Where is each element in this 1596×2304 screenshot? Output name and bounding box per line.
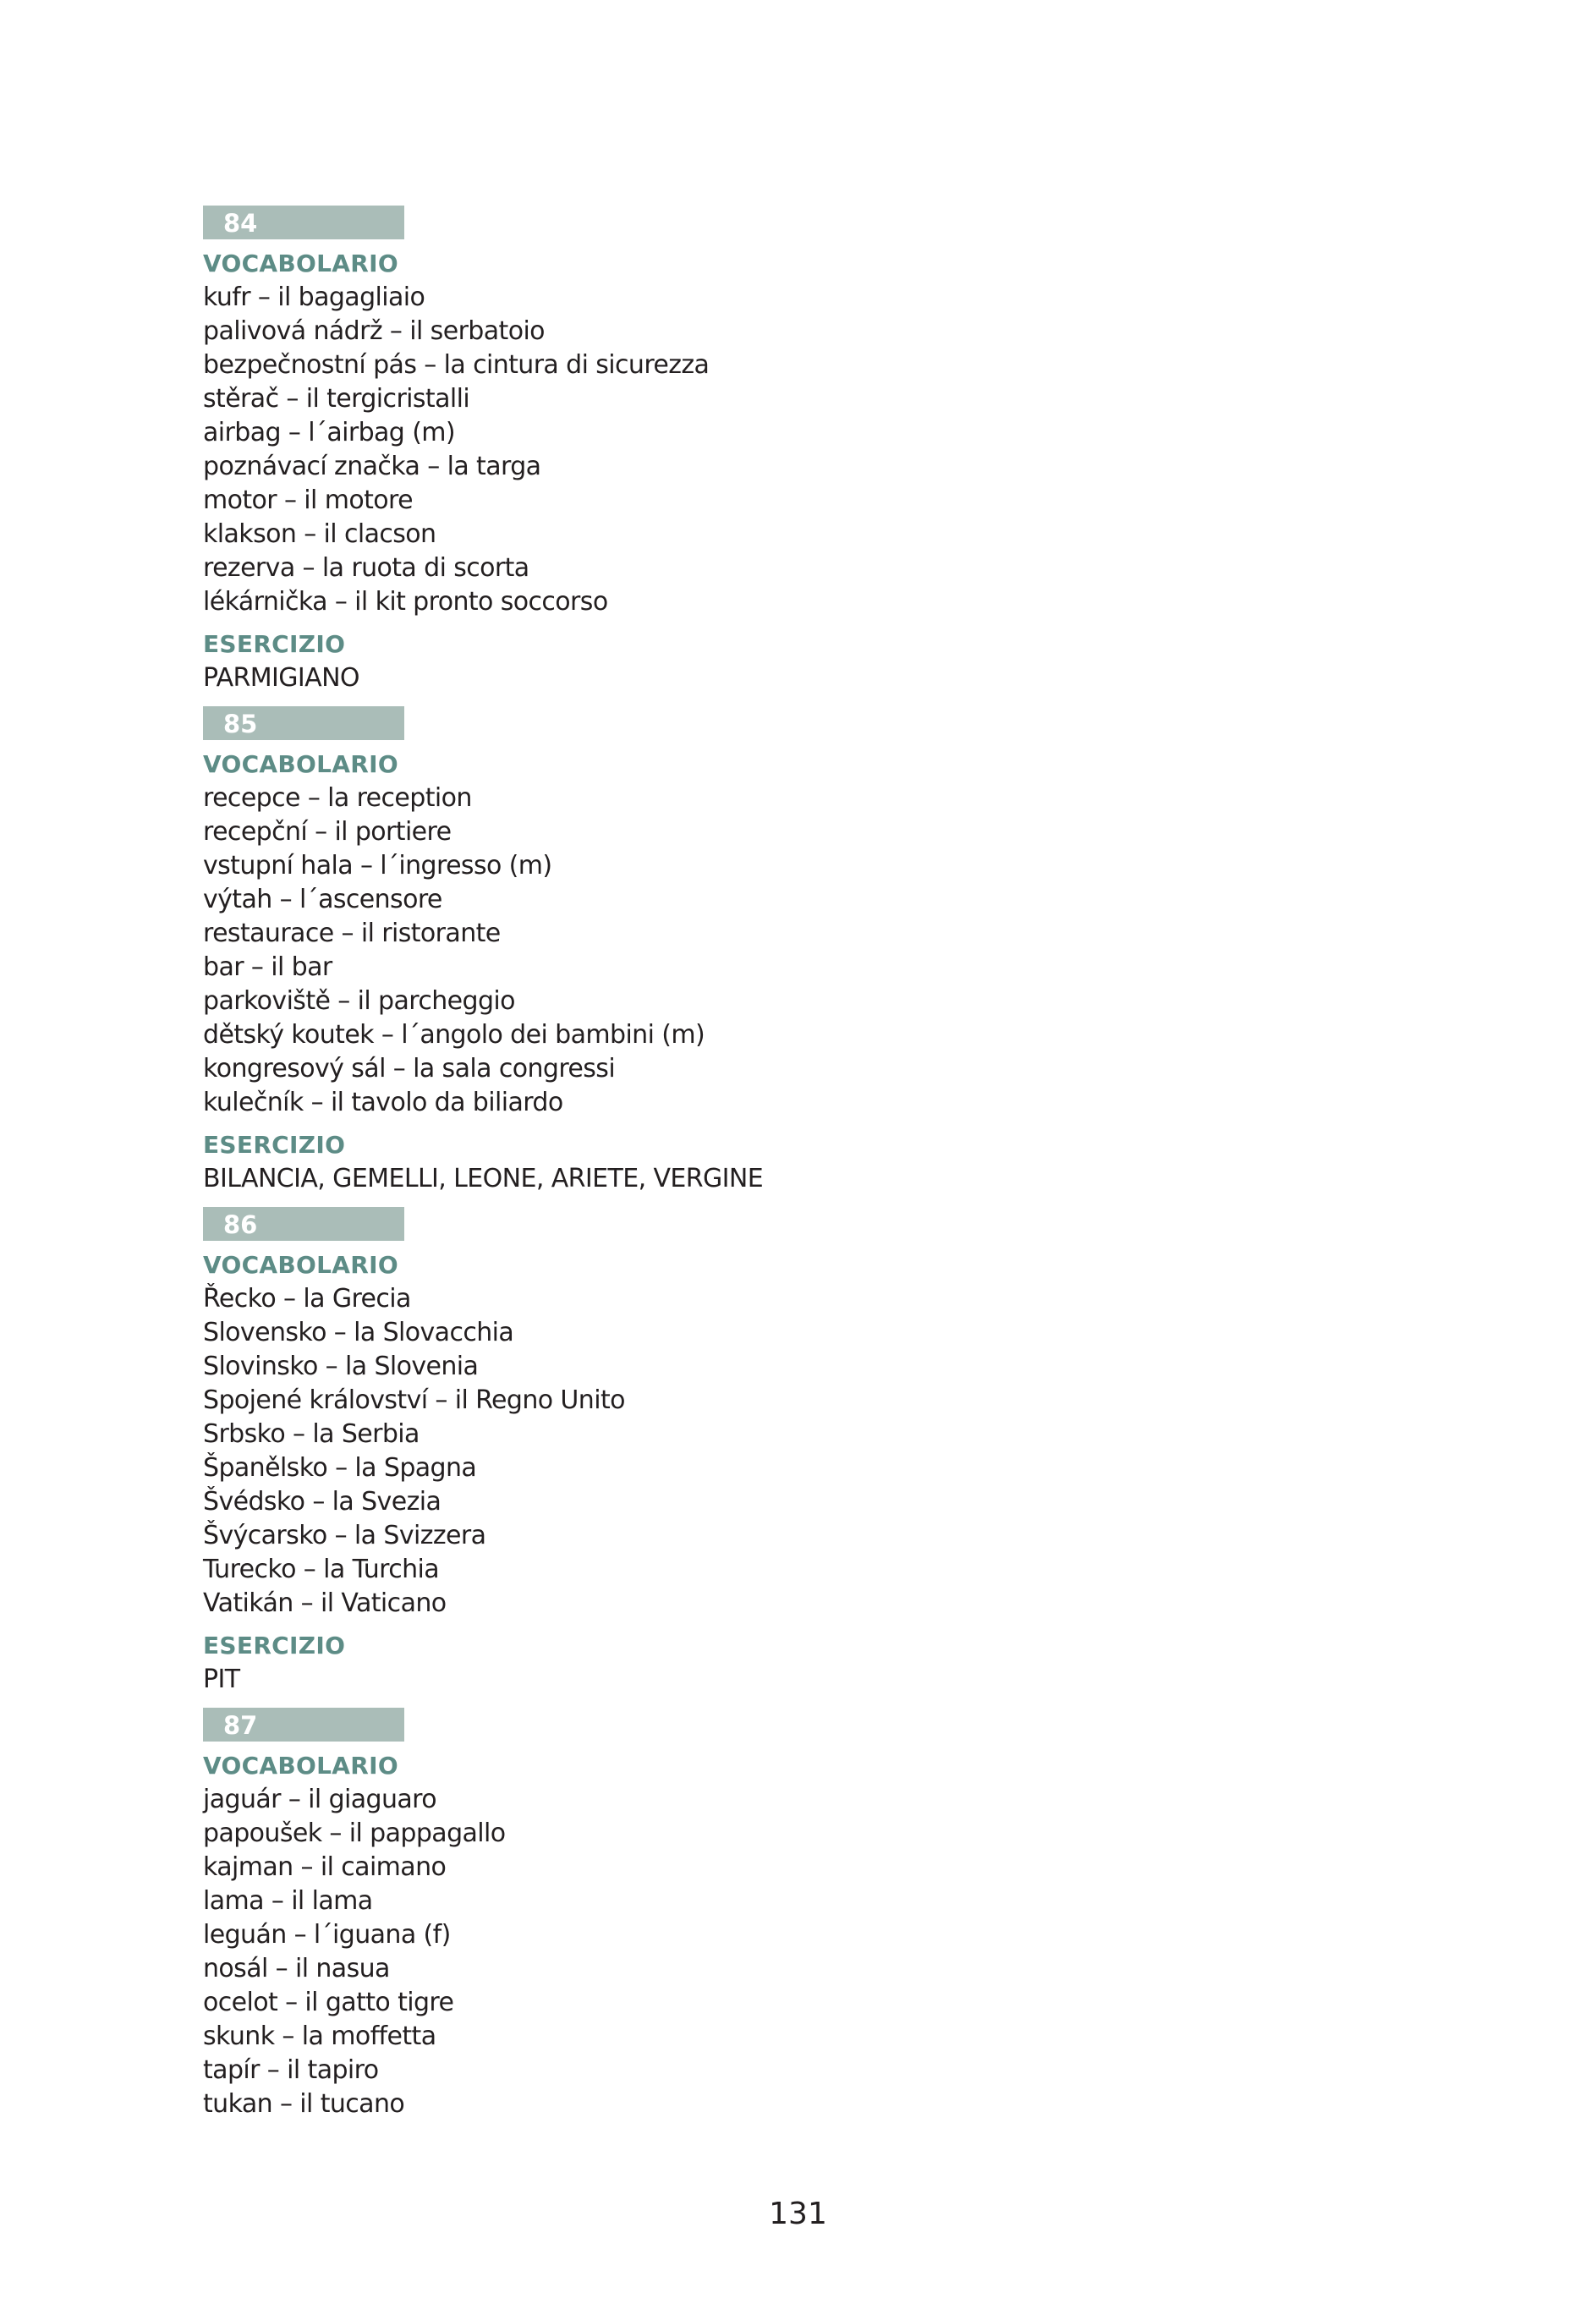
vocab-item: bezpečnostní pás – la cintura di sicurezza [203, 350, 710, 380]
page-number: 131 [769, 2197, 827, 2231]
vocab-item: recepce – la reception [203, 783, 472, 813]
section-number-bar: 86 [203, 1207, 404, 1241]
vocab-item: motor – il motore [203, 485, 413, 515]
vocab-item: kajman – il caimano [203, 1852, 447, 1882]
vocab-item: klakson – il clacson [203, 519, 436, 549]
vocab-item: tapír – il tapiro [203, 2055, 379, 2085]
section-number-bar: 85 [203, 706, 404, 740]
vocab-item: Španělsko – la Spagna [203, 1453, 477, 1483]
vocab-item: nosál – il nasua [203, 1954, 390, 1983]
vocab-item: parkoviště – il parcheggio [203, 986, 515, 1016]
vocab-item: jaguár – il giaguaro [203, 1785, 437, 1814]
vocabulary-heading: VOCABOLARIO [203, 250, 398, 277]
vocab-item: výtah – l´ascensore [203, 885, 442, 914]
vocab-item: poznávací značka – la targa [203, 452, 541, 481]
vocab-item: Vatikán – il Vaticano [203, 1588, 447, 1618]
vocabulary-heading: VOCABOLARIO [203, 750, 398, 778]
vocab-item: kongresový sál – la sala congressi [203, 1054, 616, 1083]
vocab-item: skunk – la moffetta [203, 2021, 436, 2051]
section-86 [203, 1207, 1387, 1697]
vocab-item: lékárnička – il kit pronto soccorso [203, 587, 608, 617]
vocabulary-list [203, 1282, 1387, 1621]
vocabulary-list [203, 281, 1387, 619]
vocabulary-heading: VOCABOLARIO [203, 1251, 398, 1279]
vocab-item: lama – il lama [203, 1886, 373, 1916]
vocab-item: Slovinsko – la Slovenia [203, 1352, 479, 1381]
exercise-heading: ESERCIZIO [203, 630, 346, 658]
vocab-item: Srbsko – la Serbia [203, 1419, 420, 1449]
exercise-heading: ESERCIZIO [203, 1131, 346, 1159]
vocab-item: recepční – il portiere [203, 817, 452, 847]
vocab-item: kulečník – il tavolo da biliardo [203, 1088, 563, 1117]
vocab-item: Švýcarsko – la Svizzera [203, 1521, 486, 1550]
section-number-bar: 87 [203, 1708, 404, 1742]
exercise-answer: BILANCIA, GEMELLI, LEONE, ARIETE, VERGINE [203, 1164, 764, 1193]
vocab-item: bar – il bar [203, 952, 332, 982]
vocab-item: Spojené království – il Regno Unito [203, 1385, 625, 1415]
vocabulary-heading: VOCABOLARIO [203, 1752, 398, 1780]
vocab-item: rezerva – la ruota di scorta [203, 553, 529, 583]
vocabulary-list [203, 782, 1387, 1120]
vocab-item: ocelot – il gatto tigre [203, 1988, 454, 2017]
section-84 [203, 206, 1387, 695]
vocab-item: Slovensko – la Slovacchia [203, 1318, 514, 1347]
vocab-item: kufr – il bagagliaio [203, 283, 425, 312]
exercise-heading: ESERCIZIO [203, 1632, 346, 1659]
vocab-item: Řecko – la Grecia [203, 1284, 411, 1314]
vocab-item: tukan – il tucano [203, 2089, 405, 2119]
vocab-item: Švédsko – la Svezia [203, 1487, 442, 1517]
answer-key-content [203, 206, 1387, 2121]
exercise-answer: PIT [203, 1665, 240, 1694]
vocab-item: stěrač – il tergicristalli [203, 384, 470, 414]
vocab-item: restaurace – il ristorante [203, 919, 501, 948]
vocab-item: papoušek – il pappagallo [203, 1819, 506, 1848]
vocabulary-list [203, 1783, 1387, 2121]
vocab-item: dětský koutek – l´angolo dei bambini (m) [203, 1020, 705, 1050]
vocab-item: leguán – l´iguana (f) [203, 1920, 451, 1950]
section-87 [203, 1708, 1387, 2121]
vocab-item: palivová nádrž – il serbatoio [203, 316, 545, 346]
section-85 [203, 706, 1387, 1196]
exercise-answer: PARMIGIANO [203, 663, 359, 693]
section-number-bar: 84 [203, 206, 404, 239]
vocab-item: Turecko – la Turchia [203, 1555, 440, 1584]
vocab-item: vstupní hala – l´ingresso (m) [203, 851, 552, 880]
vocab-item: airbag – l´airbag (m) [203, 418, 456, 447]
